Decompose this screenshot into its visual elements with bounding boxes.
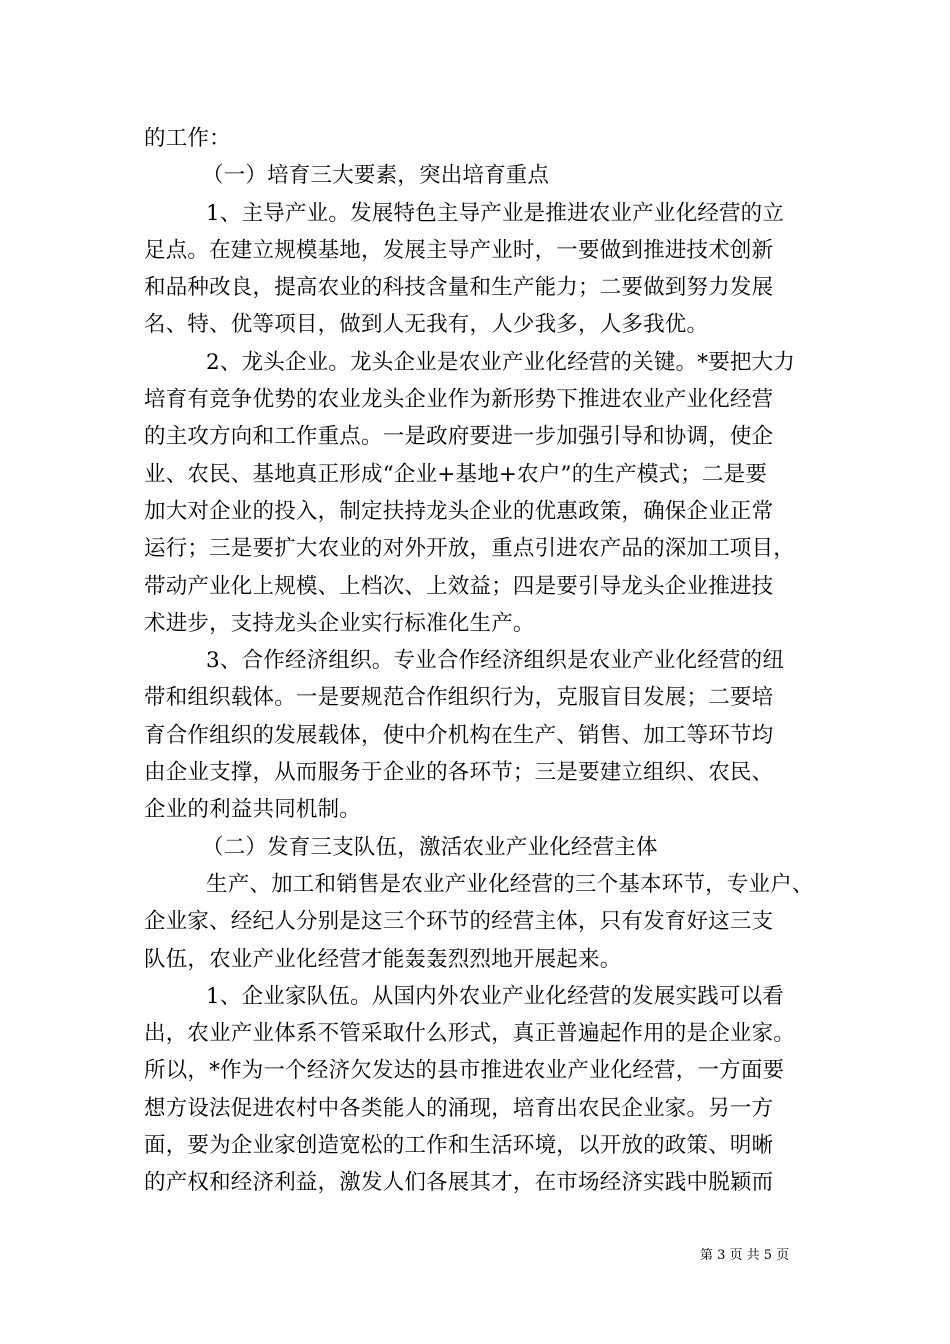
text-line: 出，农业产业体系不管采取什么形式，真正普遍起作用的是企业家。: [144, 1021, 796, 1047]
text-line: 的产权和经济利益，激发人们各展其才，在市场经济实践中脱颖而: [144, 1170, 774, 1196]
text-line: 培育有竞争优势的农业龙头企业作为新形势下推进农业产业化经营: [144, 387, 774, 413]
text-line: 带动产业化上规模、上档次、上效益；四是要引导龙头企业推进技: [144, 573, 774, 599]
text-line: 队伍，农业产业化经营才能轰轰烈烈地开展起来。: [144, 946, 622, 972]
text-line: 生产、加工和销售是农业产业化经营的三个基本环节，专业户、: [206, 871, 814, 897]
text-line: 的主攻方向和工作重点。一是政府要进一步加强引导和协调，使企: [144, 424, 774, 450]
text-line: 企业的利益共同机制。: [144, 797, 362, 823]
text-line: 所以，*作为一个经济欠发达的县市推进农业产业化经营，一方面要: [144, 1058, 785, 1084]
text-line: 育合作组织的发展载体，使中介机构在生产、销售、加工等环节均: [144, 722, 774, 748]
text-line: 加大对企业的投入，制定扶持龙头企业的优惠政策，确保企业正常: [144, 498, 774, 524]
document-body: [144, 120, 824, 1202]
text-line: 的工作：: [144, 126, 231, 151]
text-line: 术进步，支持龙头企业实行标准化生产。: [144, 610, 535, 636]
text-line: 1、企业家队伍。从国内外农业产业化经营的发展实践可以看: [206, 983, 785, 1009]
text-line: （一）培育三大要素，突出培育重点: [202, 163, 550, 189]
text-line: 由企业支撑，从而服务于企业的各环节；三是要建立组织、农民、: [144, 760, 774, 786]
text-line: 2、龙头企业。龙头企业是农业产业化经营的关键。*要把大力: [206, 349, 796, 375]
text-line: 带和组织载体。一是要规范合作组织行为，克服盲目发展；二要培: [144, 685, 774, 711]
text-line: 名、特、优等项目，做到人无我有，人少我多，人多我优。: [144, 312, 709, 338]
text-line: 和品种改良，提高农业的科技含量和生产能力；二要做到努力发展: [144, 275, 774, 301]
text-line: 运行；三是要扩大农业的对外开放，重点引进农产品的深加工项目，: [144, 536, 796, 562]
text-line: （二）发育三支队伍，激活农业产业化经营主体: [202, 834, 658, 860]
text-line: 3、合作经济组织。专业合作经济组织是农业产业化经营的纽: [206, 648, 785, 674]
text-line: 业、农民、基地真正形成“企业+基地+农户”的生产模式；二是要: [144, 461, 768, 487]
text-line: 足点。在建立规模基地，发展主导产业时，一要做到推进技术创新: [144, 237, 774, 263]
text-line: 面，要为企业家创造宽松的工作和生活环境，以开放的政策、明晰: [144, 1133, 774, 1159]
text-line: 1、主导产业。发展特色主导产业是推进农业产业化经营的立: [206, 200, 785, 226]
page-footer: [700, 1247, 840, 1265]
text-line: 想方设法促进农村中各类能人的涌现，培育出农民企业家。另一方: [144, 1095, 774, 1121]
text-line: 企业家、经纪人分别是这三个环节的经营主体，只有发育好这三支: [144, 909, 774, 935]
page-number: 第 3 页 共 5 页: [700, 1248, 790, 1263]
